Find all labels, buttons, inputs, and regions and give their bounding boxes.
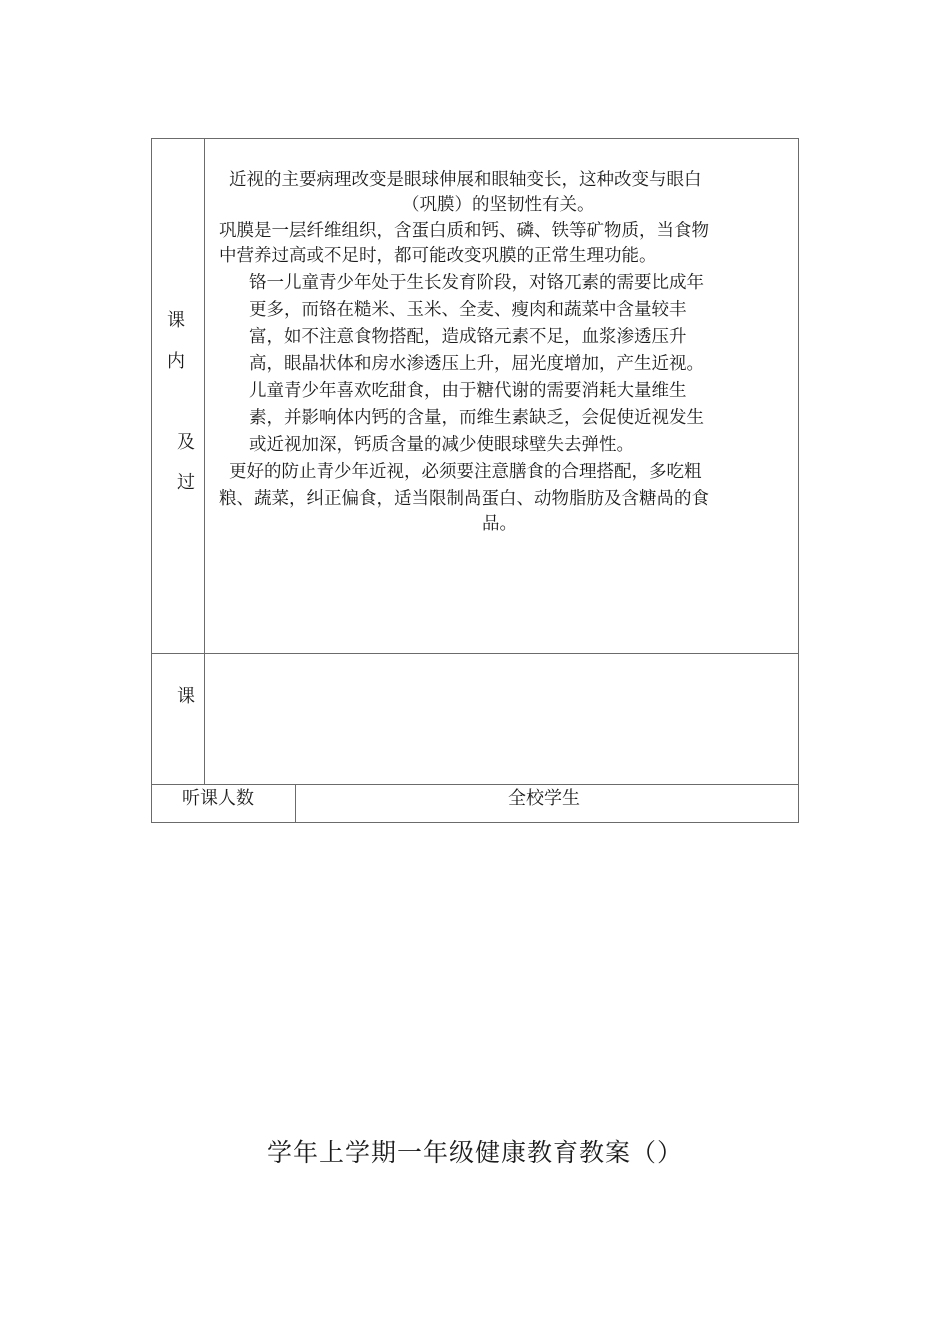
content-line: 富，如不注意食物搭配，造成铬元素不足，血浆渗透压升	[249, 327, 687, 347]
side-label-char: 课	[177, 686, 195, 707]
side-label-char: 内	[167, 351, 185, 372]
side-label-char: 课	[167, 310, 185, 331]
content-line: 巩膜是一层纤维组织，含蛋白质和钙、磷、铁等矿物质，当食物	[219, 221, 709, 241]
content-line: 粮、蔬菜，纠正偏食，适当限制咼蛋白、动物脂肪及含糖咼的食	[219, 489, 709, 509]
side-label-char: 过	[177, 472, 195, 493]
content-line: 中营养过高或不足时，都可能改变巩膜的正常生理功能。	[219, 246, 657, 266]
content-line: 近视的主要病理改变是眼球伸展和眼轴变长，这种改变与眼白	[229, 170, 702, 190]
content-line: 儿童青少年喜欢吃甜食，由于糖代谢的需要消耗大量维生	[249, 381, 687, 401]
content-line: 铬一儿童青少年处于生长发育阶段，对铬兀素的需要比成年	[249, 273, 704, 293]
column-divider	[295, 784, 296, 823]
side-label-char: 及	[177, 432, 195, 453]
content-line: （巩膜）的坚韧性有关。	[402, 195, 595, 215]
content-line: 或近视加深，钙质含量的减少使眼球壁失去弹性。	[249, 435, 634, 455]
attendance-value: 全校学生	[508, 788, 580, 809]
content-line: 更多，而铬在糙米、玉米、全麦、瘦肉和蔬菜中含量较丰	[249, 300, 687, 320]
attendance-label: 听课人数	[182, 788, 254, 809]
content-line: 更好的防止青少年近视，必须要注意膳食的合理搭配，多吃粗	[229, 462, 702, 482]
lesson-table	[151, 138, 799, 823]
content-line: 素，并影响体内钙的含量，而维生素缺乏，会促使近视发生	[249, 408, 704, 428]
content-line: 高，眼晶状体和房水渗透压上升，屈光度增加，产生近视。	[249, 354, 704, 374]
content-line: 品。	[482, 514, 517, 534]
row-divider	[152, 653, 798, 654]
document-title: 学年上学期一年级健康教育教案（）	[266, 1138, 683, 1167]
lesson-content	[205, 139, 799, 653]
row-divider	[152, 784, 798, 785]
